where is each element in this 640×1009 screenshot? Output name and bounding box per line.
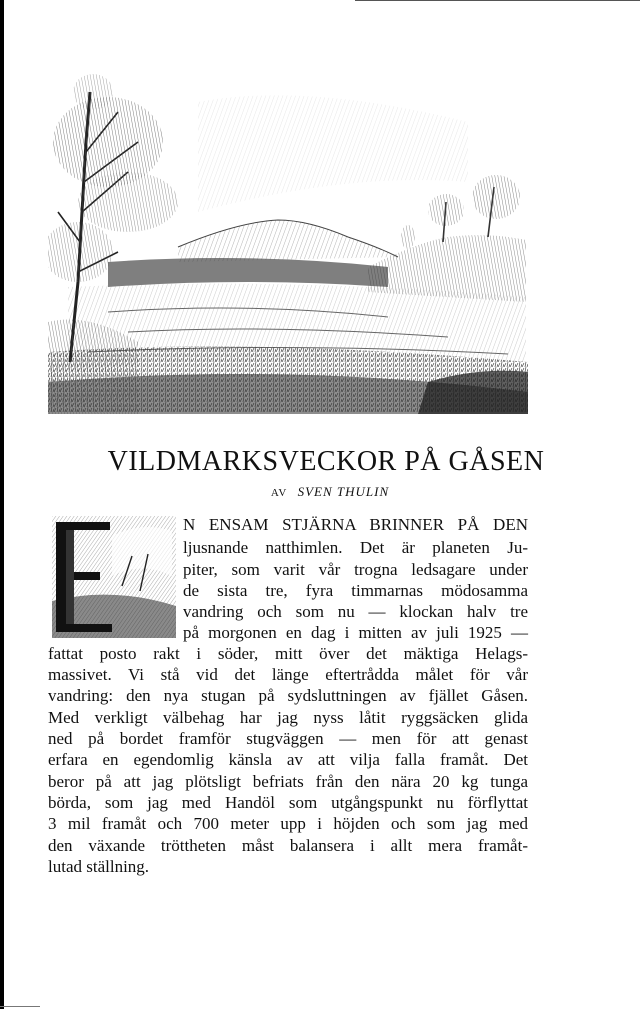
scan-edge-left	[0, 0, 4, 1009]
text-line-6: på morgonen en dag i mitten av juli 1925 —	[183, 623, 528, 642]
text-line-4: de sista tre, fyra timmarnas mödosamma	[183, 581, 528, 600]
text-line-13: beror på att jag plötsligt befriats från den nära 20 kg tunga	[48, 772, 528, 791]
landscape-illustration	[48, 62, 528, 414]
article-title: VILDMARKSVECKOR PÅ GÅSEN	[107, 446, 545, 477]
text-line-12: erfara en egendomlig känsla av att vilja falla framåt. Det	[48, 750, 528, 769]
text-line-7: fattat posto rakt i söder, mitt över det mäktiga Helags-	[48, 644, 528, 663]
byline-prefix: AV	[270, 487, 288, 499]
text-line-5: vandring och som nu — klockan halv tre	[183, 602, 528, 621]
text-line-1: N ENSAM STJÄRNA BRINNER PÅ DEN	[183, 515, 528, 534]
text-line-17: lutad ställning.	[48, 857, 150, 876]
decorated-initial-e-icon	[52, 516, 176, 638]
byline	[0, 484, 640, 500]
text-line-15: 3 mil framåt och 700 meter upp i höjden och som jag med	[48, 814, 528, 833]
text-line-14: börda, som jag med Handöl som utgångspunkt nu förflyttat	[48, 793, 528, 812]
scan-edge-bottom	[0, 1006, 40, 1007]
text-line-10: Med verkligt välbehag har jag nyss låtit ryggsäcken glida	[48, 708, 528, 727]
text-line-11: ned på bordet framför stugväggen — men för att genast	[48, 729, 528, 748]
scan-edge-top	[355, 0, 640, 1]
text-line-9: vandring: den nya stugan på sydsluttningen av fjället Gåsen.	[48, 686, 528, 705]
text-line-3: piter, som varit vår trogna ledsagare under	[183, 560, 528, 579]
decorated-initial	[52, 516, 176, 638]
text-line-16: den växande tröttheten måst balansera i allt mera framåt-	[48, 836, 528, 855]
text-line-8: massivet. Vi stå vid det länge eftertrådda målet för vår	[48, 665, 528, 684]
author-name: SVEN THULIN	[297, 484, 390, 499]
landscape-sketch-icon	[48, 62, 528, 414]
text-line-2: ljusnande natthimlen. Det är planeten Ju-	[183, 538, 528, 557]
